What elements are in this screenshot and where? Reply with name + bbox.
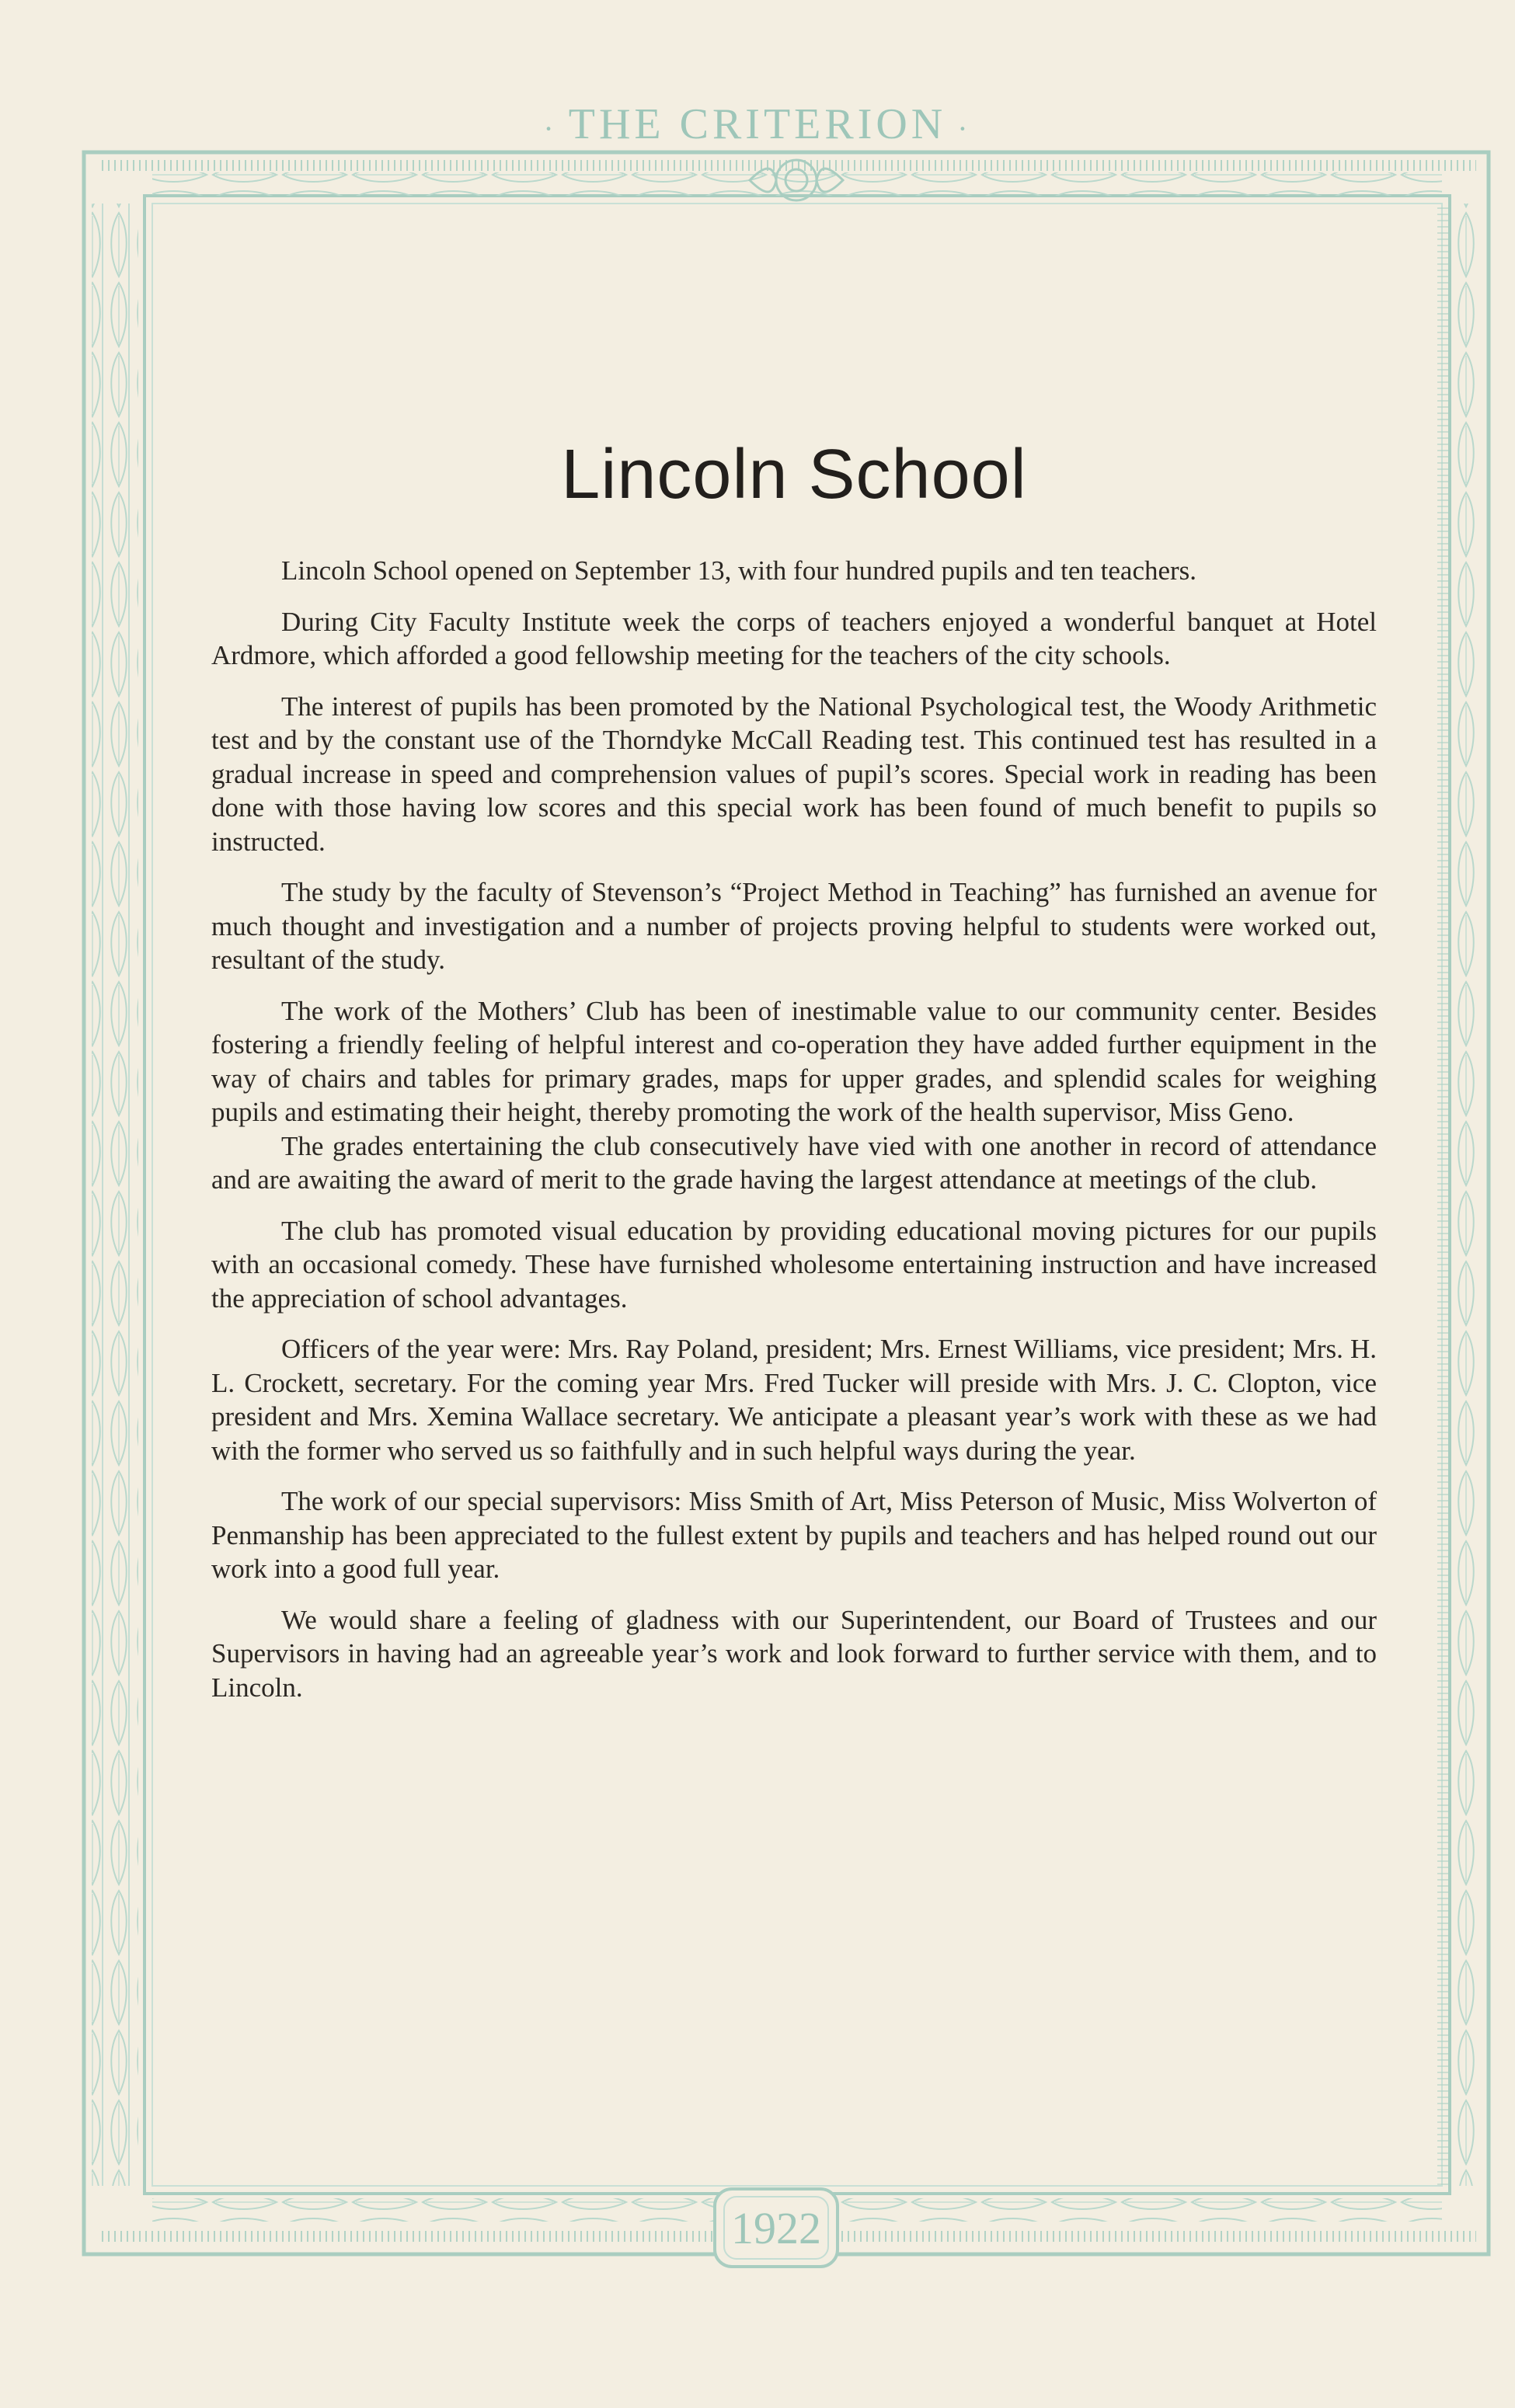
paragraph-project-method: The study by the faculty of Stevenson’s “Project Method in Teaching” has furnished an avenue for much thought and investigation and a number of projects proving helpful to students were worked out, resultant of the study. [211,877,1377,975]
paragraph-attendance: The grades entertaining the club consecutively have vied with one another in record of attendance and are awaiting the award of merit to the grade having the largest attendance at meetings of the club. [211,1130,1377,1195]
article-title: Lincoln School [561,436,1027,513]
header-ornament-left: · [543,110,558,146]
paragraph-testing: The interest of pupils has been promoted by the National Psychological test, the Woody Arithmetic test and by the constant use of the Thorndyke McCall Reading test. This continued test has resulted in a gradual increase in speed and comprehension values of pupil’s scores. Special work in reading has been done with those having low scores and this special work has been found of much benefit to pupils so instructed. [211,691,1377,857]
running-title: THE CRITERION [568,100,947,148]
paragraph-visual-education: The club has promoted visual education by providing educational moving pictures for our pupils with an occasional comedy. These have furnished wholesome entertaining instruction and have increased the appreciation of school advantages. [211,1215,1377,1314]
paragraph-faculty-institute: During City Faculty Institute week the corps of teachers enjoyed a wonderful banquet at Hotel Ardmore, which afforded a good fellowship meeting for the teachers of the city schools. [211,606,1377,670]
header-ornament-right: · [957,110,972,146]
paragraph-officers: Officers of the year were: Mrs. Ray Poland, president; Mrs. Ernest Williams, vice president; Mrs. H. L. Crockett, secretary. For the coming year Mrs. Fred Tucker will preside with Mrs. J. C. Clopton, vice president and Mrs. Xemina Wallace secretary. We anticipate a pleasant year’s work with these as we had with the former who served us so faithfully and in such helpful ways during the year. [211,1334,1377,1466]
paragraph-opening: Lincoln School opened on September 13, with four hundred pupils and ten teachers. [281,555,1197,586]
article-body [211,435,1377,1721]
footer-year: 1922 [731,2203,821,2253]
paragraph-supervisors: The work of our special supervisors: Miss Smith of Art, Miss Peterson of Music, Miss Wolverton of Penmanship has been appreciated to the fullest extent by pupils and teachers and has helped round out our work into a good full year. [211,1486,1377,1584]
paragraph-mothers-club: The work of the Mothers’ Club has been of inestimable value to our community center. Besides fostering a friendly feeling of helpful interest and co-operation they have added further equipment in the way of chairs and tables for primary grades, maps for upper grades, and splendid scales for weighing pupils and estimating their height, thereby promoting the work of the health supervisor, Miss Geno. [211,995,1377,1127]
paragraph-closing: We would share a feeling of gladness with our Superintendent, our Board of Trustees and our Supervisors in having had an agreeable year’s work and look forward to further service with them, and to Lincoln. [211,1604,1377,1703]
